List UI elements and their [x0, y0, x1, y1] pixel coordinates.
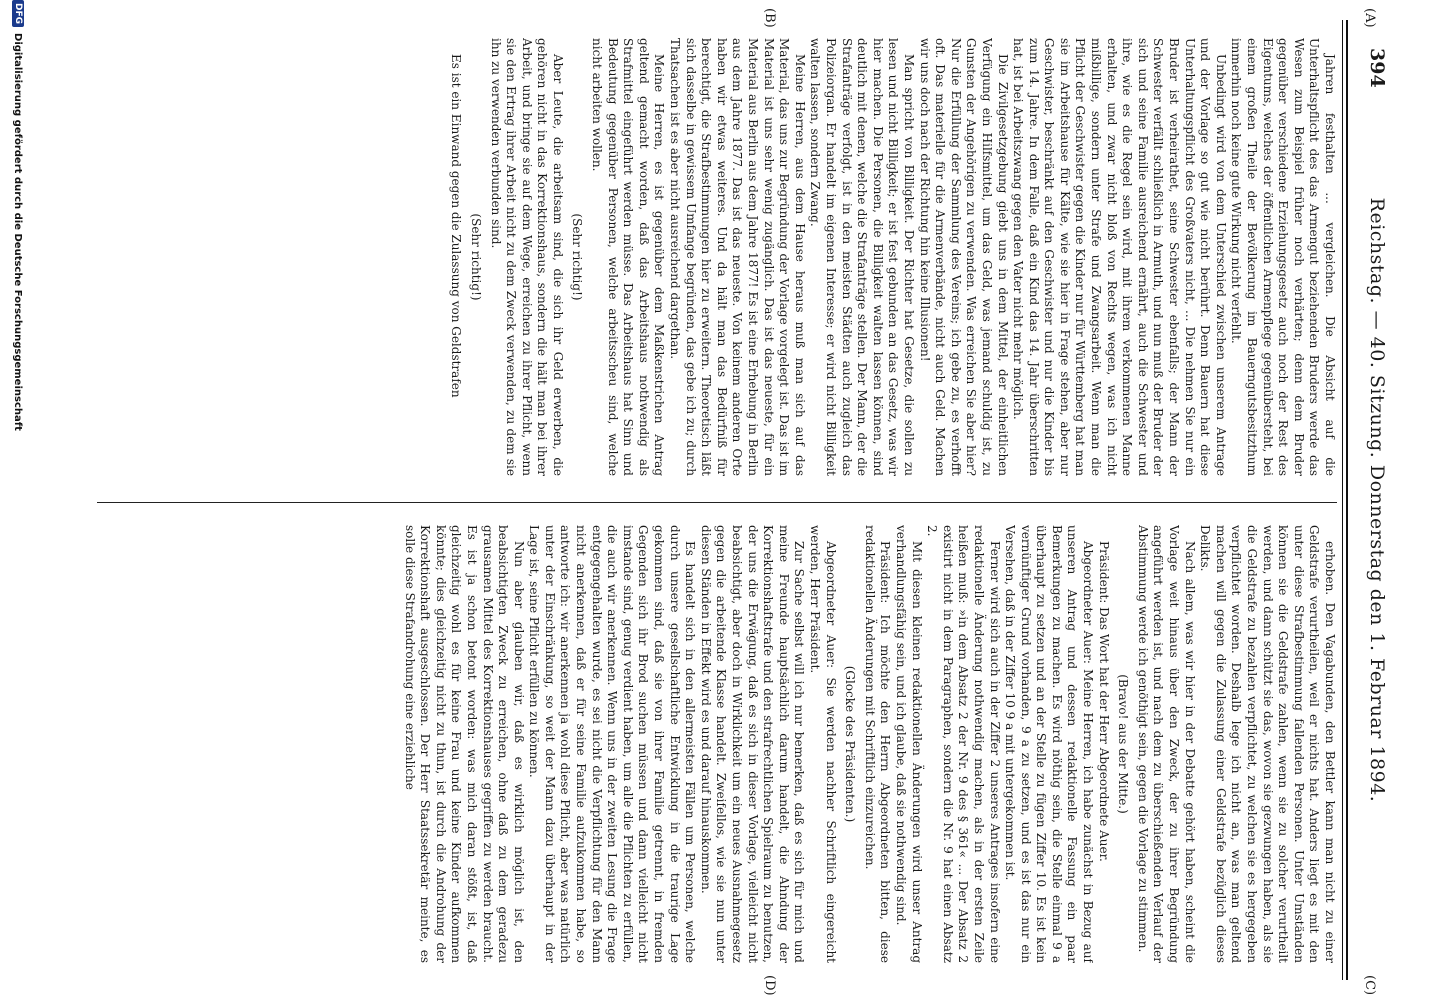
section-marker-c: (C) — [1362, 975, 1377, 996]
digitization-credit — [8, 0, 28, 1000]
paragraph: Jahren festhalten ... vergleichen. Die Absicht auf die Unterhaltspflicht des das Armengut beziehenden Bruders werde das Wesen zum Beispiel früher noch verhärten; denn dem Bruder gegenüber verschiedene Erziehungsgesetz auch noch der Rest des Eigentums, welches der öffentlichen Armenpflege gegenübersteht, bei einem großen Theile der Bevölkerung im Bauerngutsbesitzthum immerhin noch keine gute Wirkung nicht verfehlt. — [1229, 38, 1337, 476]
left-column — [97, 38, 1337, 476]
section-marker-d: (D) — [762, 975, 777, 996]
section-marker-a: (A) — [1362, 8, 1377, 28]
paragraph: Meine Herren, es ist gegenüber dem Maßkenstrichen Antrag geltend gemacht worden, daß das Arbeitshaus nothwendig als Strafmittel eingeführt werden müsse. Das Arbeitshaus hat Sinn und Bedeutung gegenüber Personen, welche arbeitsscheu sind, welche nicht arbeiten wollen. — [590, 38, 667, 476]
bell-note: (Glocke des Präsidenten.) — [843, 665, 858, 823]
paragraph: Man spricht von Billigkeit. Der Richter hat Gesetze, die sollen zu lesen und nicht Billigkeit; er ist fest gebunden an das Gesetz, was wir hier machen. Die Personen, die Billigkeit walten lassen können, sind deutlich mit denen, welche die Strafanträge stellen. Der Mann, der die Strafanträge verfolgt, ist in den meisten Städten auch zugleich das Polizeiorgan. Er handelt im eigenen Interesse; er wird nicht Billigkeit walten lassen, sondern Zwang. — [808, 38, 916, 476]
paragraph: Unbedingt wird von dem Unterschied zwischen unserem Antrage und der Vorlage so gut wie nicht berührt. Denn Bauern hat diese Unterhaltungspflicht des Großvaters nicht, ... Die nehmen Sie nur ein Bruder ist verheirathet, seine Schwester ebenfalls; der Mann der Schwester verfällt schließlich in Armuth, und nun muß der Bruder der sich und seine Familie ausreichend ernährt, auch die Schwester und ihre, wie es die Regel sein wird, mit ihrem verkommenen Manne erhalten, und zwar nicht bloß von Rechts wegen, was ich nicht mißbillige, sondern unter Strafe und Zwangsarbeit. Wenn man die Pflicht der Geschwister gegen die Kinder nur für Württemberg hat man sie im Arbeitshause für Kälte, wie sie hier in Frage stehen, aber nur Geschwister, beschränkt auf den Geschwister und nur die Kinder bis zum 14. Jahre. In dem Falle, daß ein Kind das 14. Jahr überschritten hat, ist bei Arbeitszwang gegen den Vater nicht mehr möglich. — [1011, 38, 1228, 476]
paragraph: Aber Leute, die arbeitsam sind, die sich ihr Geld erwerben, die gehören nicht in das Korrektionshaus, sondern die hält man bei ihrer Arbeit, und bringe sie auf dem Wege, erreichen zu ihrer Pflicht, wenn sie den Ertrag ihrer Arbeit nicht zu dem Zweck verwenden, zu dem sie ihn zu verwenden verbunden sind. — [488, 38, 565, 476]
applause-note: (Bravo! aus der Mitte.) — [1116, 674, 1131, 814]
paragraph: Es ist ein Einwand gegen die Zulassung von Geldstrafen — [449, 54, 464, 398]
speaker-line: Präsident: Das Wort hat der Herr Abgeordnete Auer. — [1096, 541, 1111, 862]
paragraph: Mit diesen kleinen redaktionellen Änderungen wird unser Antrag verhandlungsfähig sein, und ich glaube, daß sie nothwendig sind. — [893, 525, 924, 963]
paragraph: Meine Herren, aus dem Hause heraus muß man sich auf das Material, das uns zur Begründung der Vorlage vorgelegt ist. Das ist im Material ist uns sehr wenig zugänglich. Das ist das neueste, für ein Material aus Berlin aus dem Jahre 1877! Es ist eine Erhebung in Berlin aus dem Jahre 1877. Das ist das neueste. Von keinem anderen Orte haben wir etwas weiteres. Und da hält man das Bedürfniß für berechtigt, die Strafbestimmungen hier zu erweitern. Theoretisch läßt sich dasselbe in gewissem Umfange begründen, das gebe ich zu; durch Thatsachen ist es aber nicht ausreichend dargethan. — [668, 38, 807, 476]
paragraph: Nach allem, was wir hier in der Debatte gehört haben, scheint die Vorlage weit hinaus über den Zweck, der zu ihrer Begründung angeführt werden ist, und nach dem zu überschießenden Verlauf der Abstimmung werde ich genöthigt sein, gegen die Vorlage zu stimmen. — [1135, 525, 1197, 963]
paragraph: erhoben. Den Vagabunden, den Bettler kann man nicht zu einer Geldstrafe verurtheilen, weil er nichts hat. Anders liegt es mit den unter diese Strafbestimmung fallenden Personen. Unter Umständen können sie die Geldstrafe zahlen, wenn sie zu solcher verurtheilt werden, und dann schützt sie das, wovon sie gezwungen haben, als sie die Geldstrafe zu bezahlen verpflichtet, zu welchen sie es hergegeben verpflichtet worden. Deshalb lege ich nicht an, was man geltend machen will gegen die Zulassung einer Geldstrafe bezüglich dieses Delikts. — [1198, 525, 1337, 963]
paragraph: Nun aber glauben wir, daß es wirklich möglich ist, den beabsichtigten Zweck zu erreichen, ohne daß zu dem geradezu grausamen Mittel des Korrektionshauses gegriffen zu werden braucht. Es ist ja schon betont worden: was mich daran stößt, ist, daß gleichzeitig wohl es für keine Frau und keine Kinder aufkommen könnte; dies gleichzeitig nicht zu thun, ist durch die Androhung der Korrektionshaft ausgeschlossen. Der Herr Staatssekretär meinte, es solle diese Strafandrohung eine erziehliche — [402, 525, 526, 963]
paragraph: Ferner wird sich auch in der Ziffer 2 unseres Antrages insofern eine redaktionelle Änderung nothwendig machen, als in der ersten Zeile heißen muß: »in dem Absatz 2 der Nr. 9 des § 361« ... Der Absatz 2 existirt nicht in dem Paragraphen, sondern die Nr. 9 hat einen Absatz 2. — [925, 525, 1002, 963]
section-marker-b: (B) — [762, 8, 777, 28]
credit-text: Digitalisierung gefördert durch die Deutsche Forschungsgemeinschaft — [12, 33, 24, 431]
speaker-line: Präsident: Ich möchte den Herrn Abgeordneten bitten, diese redaktionellen Änderungen mit Schriftlich einzureichen. — [862, 525, 893, 963]
paragraph: Zur Sache selbst will ich nur bemerken, daß es sich für mich und meine Freunde hauptsächlich darum handelt, die Ahndung der Korrektionshaftstrafe und den strafrechtlichen Spielraum zu benutzen, der uns die Erwägung, daß es sich in dieser Vorlage, vielleicht nicht beabsichtigt, aber doch in Wirklichkeit um ein neues Ausnahmegesetz gegen die arbeitende Klasse handelt. Zweifellos, wie sie nun unter diesen Ständen in Effekt wird es und darauf hinauskommen. — [698, 525, 807, 963]
paragraph: Abgeordneter Auer: Meine Herren, ich habe zunächst in Bezug auf unseren Antrag und dessen redaktionelle Fassung ein paar Bemerkungen zu machen. Es wird nöthig sein, die Stelle einmal 9 a überhaupt zu setzen und an der Stelle zu fügen Ziffer 10. Es ist kein vernünftiger Grund vorhanden, 9 a zu setzen, und es ist das nur ein Versehen, daß in der Ziffer 10 9 a mit untergekommen ist. — [1003, 525, 1096, 963]
paragraph: Es handelt sich in den allermeisten Fällen um Personen, welche durch unsere gesellschaftliche Entwicklung in die traurige Lage gekommen sind, daß sie von ihrer Familie getrennt, in fremden Gegenden sich ihr Brod suchen müssen und dann vielleicht nicht imstande sind, genug verdient haben, um alle die Pflichten zu erfüllen, die auch wir anerkennen. Wenn uns in der zweiten Lesung die Frage entgegengehalten wurde, es sei nicht die Verpflichtung für den Mann nicht anerkennen, daß er für seine Familie aufzukommen habe, so antworte ich: wir anerkennen ja wohl diese Pflicht, aber was natürlich unter der Einschränkung, so weit der Mann dazu überhaupt in der Lage ist, seine Pflicht erfüllen zu können. — [527, 525, 698, 963]
speaker-line: Abgeordneter Auer: Sie werden nachher Schriftlich eingereicht werden, Herr Präsident. — [808, 525, 838, 963]
right-column — [97, 525, 1337, 963]
newspaper-page — [62, 8, 1432, 996]
dfg-logo: DFG — [12, 0, 24, 27]
applause-note: (Sehr richtig!) — [570, 213, 585, 301]
column-divider — [97, 502, 1337, 503]
applause-note: (Sehr richtig!) — [468, 213, 483, 301]
header-rule — [1342, 20, 1348, 980]
page-number: 394 — [1366, 48, 1388, 88]
page-title: Reichstag. — 40. Sitzung. Donnerstag den 1. Februar 1894. — [1366, 197, 1388, 803]
page-header — [1348, 20, 1388, 980]
paragraph: Die Zivilgesetzgebung giebt uns in dem Mittel, der einheitlichen Verfügung ein Hilfsmittel, um das Geld, was jemand schuldig ist, zu Gunsten der Angehörigen zu verwenden. Was erreichen Sie aber hier? Nur die Erfüllung der Sammlung des Vereins; ich gebe zu, es verhofft oft. Das materielle für die Armenverbände, nicht auch Geld. Machen wir uns doch nach der Richtung hin keine Illusionen! — [917, 38, 1010, 476]
